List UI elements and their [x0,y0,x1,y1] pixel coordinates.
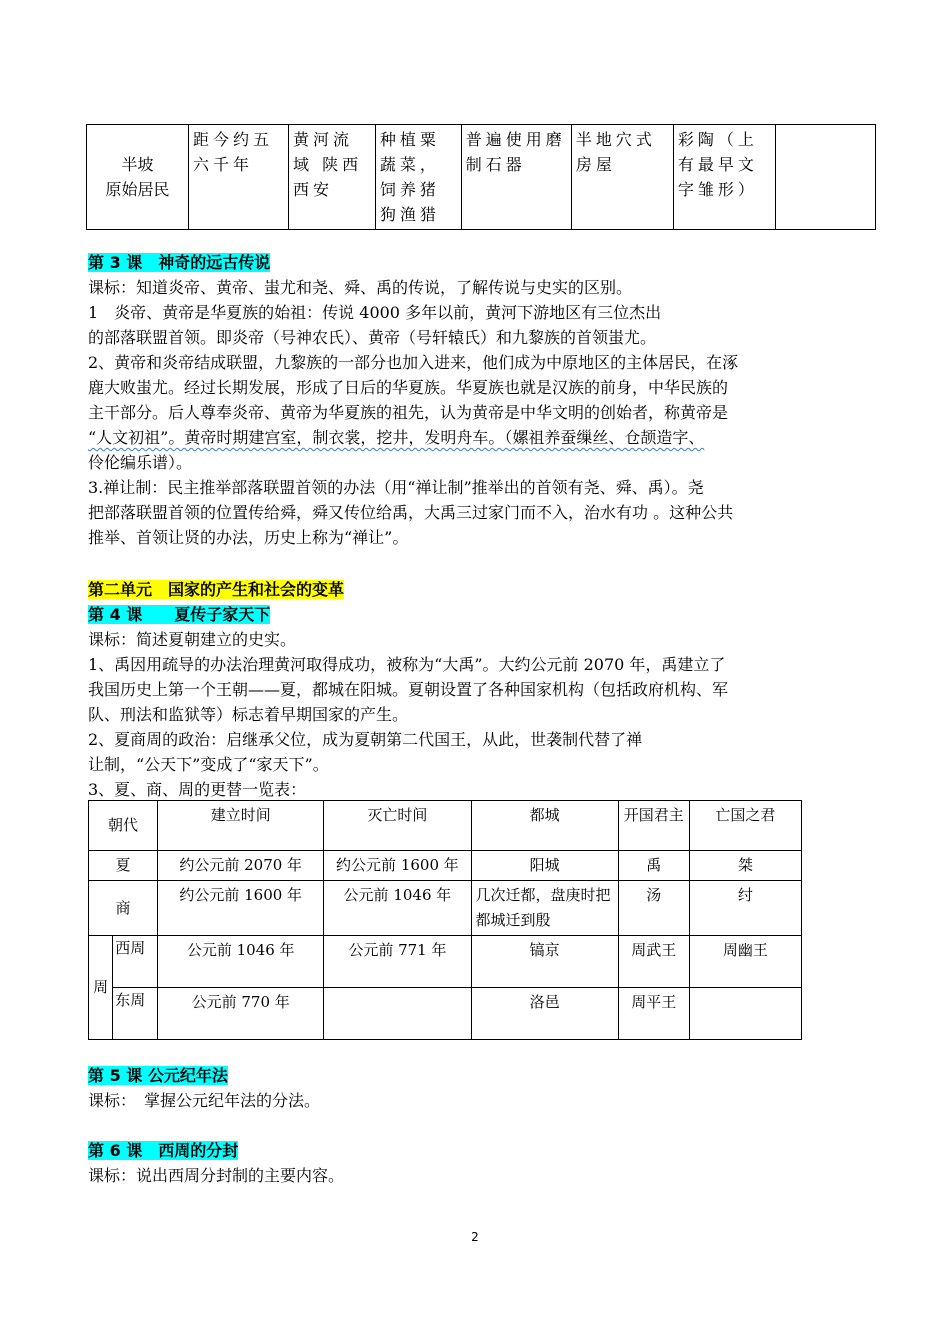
table-cell: 几次迁都，盘庚时把都城迁到殷 [471,881,618,936]
table-row [89,881,802,936]
table-cell: 公元前 1046 年 [158,936,324,988]
table-header: 建立时间 [158,801,324,851]
table-cell: 桀 [689,851,801,881]
text-line: 课标： 掌握公元纪年法的分法。 [88,1091,321,1110]
table-cell: 夏 [89,851,158,881]
table-header: 都城 [471,801,618,851]
text-line: 3.禅让制：民主推举部落联盟首领的办法（用“禅让制”推举出的首领有尧、舜、禹）。尧 [88,478,704,497]
table-cell: 周武王 [618,936,689,988]
table-row [89,936,802,988]
text-line: 让制，“公天下”变成了“家天下”。 [88,755,329,774]
text-line: 3、夏、商、周的更替一览表： [88,780,307,799]
table-header: 开国君主 [618,801,689,851]
text-line: 伶伦编乐谱）。 [88,453,193,472]
table-cell: 彩陶（上有最早文字雏形） [673,125,775,230]
table-cell: 公元前 770 年 [158,988,324,1040]
text-line: 我国历史上第一个王朝——夏，都城在阳城。夏朝设置了各种国家机构（包括政府机构、军 [88,680,729,699]
table-cell [324,988,471,1040]
text-line: 队、刑法和监狱等）标志着早期国家的产生。 [88,705,409,724]
lesson3-title: 第 3 课 神奇的远古传说 [88,253,271,272]
text-line: 课标：说出西周分封制的主要内容。 [88,1166,345,1185]
text-line: “人文初祖”。黄帝时期建宫室，制衣裳，挖井，发明舟车。（嫘祖养蚕缫丝、仓颉造字、 [88,428,705,447]
top-table [86,124,876,230]
table-cell: 种植粟蔬菜，饲养猪狗渔猎 [375,125,461,230]
table-cell: 洛邑 [471,988,618,1040]
lesson4-title: 第 4 课 夏传子家天下 [88,605,271,624]
table-cell: 公元前 771 年 [324,936,471,988]
table-cell: 镐京 [471,936,618,988]
table-cell: 半坡 原始居民 [87,125,189,230]
table-header: 朝代 [89,801,158,851]
table-cell: 商 [89,881,158,936]
table-cell [775,125,875,230]
text-line: 课标：简述夏朝建立的史实。 [88,630,297,649]
text-line: 的部落联盟首领。即炎帝（号神农氏）、黄帝（号轩辕氏）和九黎族的首领蚩尤。 [88,328,657,347]
text-line: 2、夏商周的政治：启继承父位，成为夏朝第二代国王，从此，世袭制代替了禅 [88,730,643,749]
table-header: 灭亡时间 [324,801,471,851]
table-cell: 普遍使用磨制石器 [461,125,571,230]
table-cell: 阳城 [471,851,618,881]
table-cell [689,988,801,1040]
table-cell: 禹 [618,851,689,881]
text-line: 2、黄帝和炎帝结成联盟，九黎族的一部分也加入进来，他们成为中原地区的主体居民，在涿 [88,353,739,372]
table-cell: 汤 [618,881,689,936]
table-header: 亡国之君 [689,801,801,851]
unit2-title: 第二单元 国家的产生和社会的变革 [88,580,345,599]
table-cell: 东周 [113,988,158,1040]
table-cell: 西周 [113,936,158,988]
table-cell: 纣 [689,881,801,936]
table-cell: 约公元前 2070 年 [158,851,324,881]
text-line: 1、禹因用疏导的办法治理黄河取得成功，被称为“大禹”。大约公元前 2070 年，禹建立了 [88,655,726,674]
table-cell: 周平王 [618,988,689,1040]
table-cell: 黄河流域 陕西西安 [289,125,376,230]
dynasty-table [88,800,802,1040]
lesson6-title: 第 6 课 西周的分封 [88,1141,239,1160]
text-line: 主干部分。后人尊奉炎帝、黄帝为华夏族的祖先，认为黄帝是中华文明的创始者，称黄帝是 [88,403,729,422]
text-line: 1 炎帝、黄帝是华夏族的始祖：传说 4000 多年以前，黄河下游地区有三位杰出 [88,303,662,322]
page-number: 2 [471,1230,479,1244]
table-row [89,851,802,881]
table-row [89,988,802,1040]
text-line: 把部落联盟首领的位置传给舜，舜又传位给禹，大禹三过家门而不入，治水有功 。这种公共 [88,503,734,522]
table-cell: 半地穴式房屋 [571,125,673,230]
lesson5-title: 第 5 课 公元纪年法 [88,1066,228,1085]
table-cell: 约公元前 1600 年 [158,881,324,936]
text-line: 推举、首领让贤的办法，历史上称为“禅让”。 [88,528,409,547]
table-cell: 约公元前 1600 年 [324,851,471,881]
table-cell: 公元前 1046 年 [324,881,471,936]
table-cell: 周幽王 [689,936,801,988]
table-cell: 周 [89,936,113,1040]
text-line: 课标：知道炎帝、黄帝、蚩尤和尧、舜、禹的传说，了解传说与史实的区别。 [88,278,633,297]
text-line: 鹿大败蚩尤。经过长期发展，形成了日后的华夏族。华夏族也就是汉族的前身，中华民族的 [88,378,729,397]
table-cell: 距今约五六千年 [189,125,289,230]
